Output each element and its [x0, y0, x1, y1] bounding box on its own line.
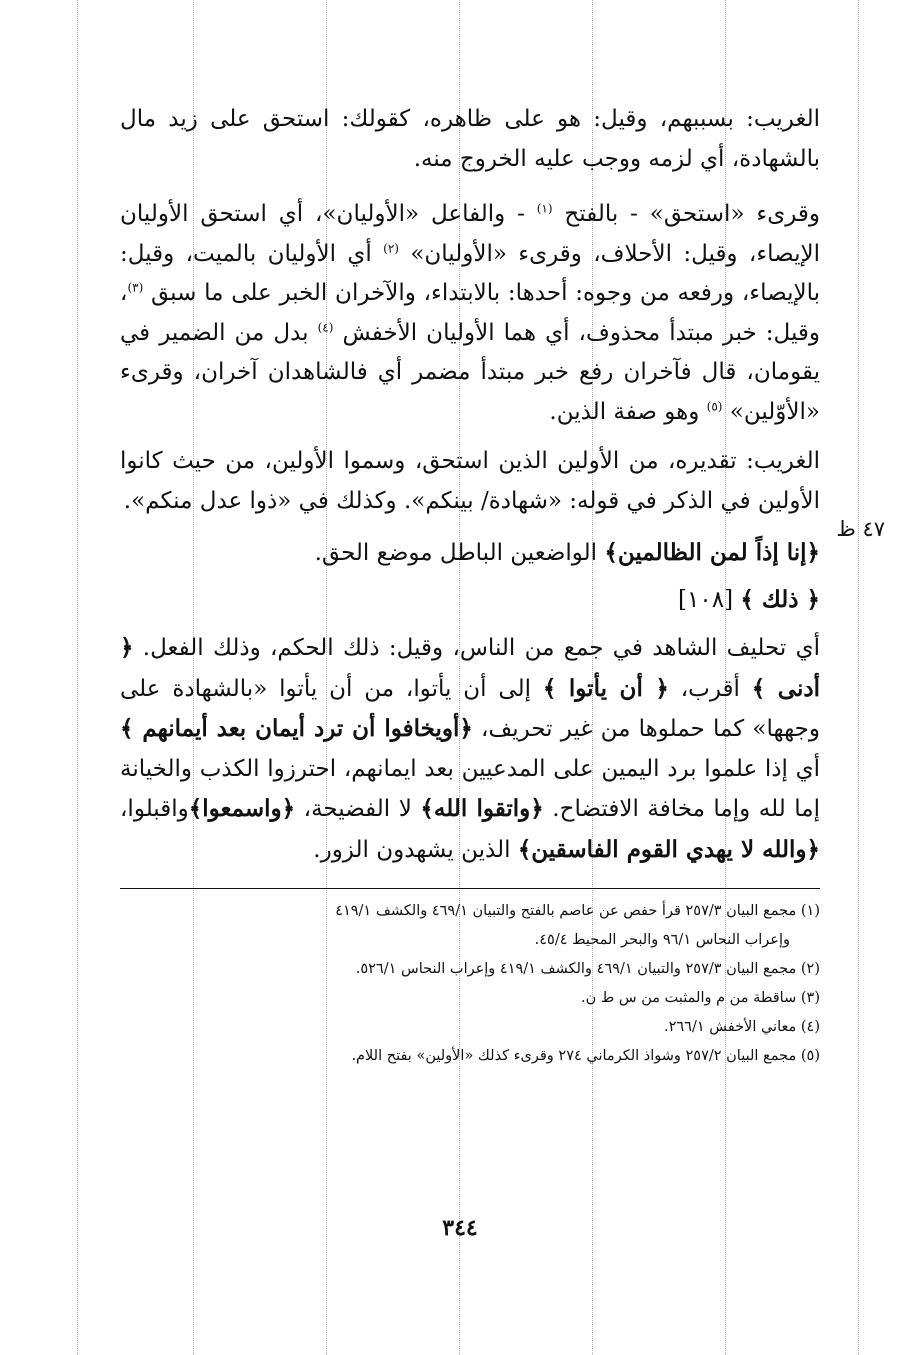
paragraph-text: لا الفضيحة،: [295, 796, 421, 822]
paragraph-text: إلى أن يأتوا، من أن يأتوا «بالشهادة على وجهها» كما حملوها من غير تحريف،: [120, 675, 820, 742]
paragraph-text: أي الأوليان بالميت، وقيل: بالإيصاء، ورفعه من وجوه: أحدها: بالابتداء، والآخران الخبر على ما سبق: [120, 240, 820, 306]
paragraph-text: أي إذا علموا برد اليمين على المدعيين بعد ايمانهم، احترزوا الكذب والخيانة إما لله وإما مخافة الافتضاح.: [120, 755, 820, 822]
footnotes: [120, 897, 820, 1071]
paragraph-text: واقبلوا،: [120, 796, 189, 822]
footnote-text: (٥) مجمع البيان ٢٥٧/٢ وشواذ الكرماني ٢٧٤ وقرىء كذلك «الأولين» بفتح اللام.: [351, 1048, 820, 1064]
paragraph-verse-heading: [120, 580, 820, 621]
paragraph-gharib-2: [120, 442, 820, 521]
footnote-5: [120, 1042, 820, 1071]
footnote-1-continuation: [120, 926, 820, 955]
footnote-text: وإعراب النحاس ٩٦/١ والبحر المحيط ٤٥/٤.: [534, 932, 790, 948]
paragraph-tafsir: [120, 628, 820, 870]
paragraph-text: أقرب،: [668, 675, 752, 702]
quran-quote: ﴿أويخافوا أن ترد أيمان بعد أيمانهم ﴾: [120, 715, 473, 742]
quran-quote: ﴿واتقوا الله﴾: [420, 795, 544, 822]
footnote-ref-3[interactable]: (٣): [127, 280, 144, 295]
paragraph-gharib-1: [120, 100, 820, 179]
quran-quote: ﴿والله لا يهدي القوم الفاسقين﴾: [517, 835, 820, 863]
paragraph-text: ، وقيل: خبر مبتدأ محذوف، أي هما الأوليان الأخفش: [120, 280, 820, 346]
footnote-ref-5[interactable]: (٥): [706, 398, 723, 413]
footnote-2: [120, 955, 820, 984]
paragraph-text: وهو صفة الذين.: [549, 398, 707, 425]
quran-quote: ﴿ أن يأتوا ﴾: [542, 674, 669, 702]
page-body: [120, 100, 820, 1071]
footnote-ref-4[interactable]: (٤): [317, 319, 334, 334]
verse-number: [١٠٨]: [678, 586, 741, 613]
quran-quote: ﴿واسمعوا﴾: [188, 795, 296, 822]
footnote-3: [120, 984, 820, 1013]
quran-quote: ﴿ أدنى ﴾: [120, 634, 821, 702]
page-number: ٣٤٤: [442, 1215, 478, 1241]
paragraph-text: أي تحليف الشاهد في جمع من الناس، وقيل: ذلك الحكم، وذلك الفعل.: [133, 635, 820, 661]
paragraph-text: الغريب: تقديره، من الأولين الذين استحق، وسموا الأولين، من حيث كانوا الأولين في الذكر في قوله: «شهادة/ بينكم». وكذلك في «ذوا عدل منكم».: [120, 448, 820, 514]
paragraph-text: الذين يشهدون الزور.: [313, 836, 518, 863]
footnote-4: [120, 1013, 820, 1042]
footnote-text: (٣) ساقطة من م والمثبت من س ط ن.: [581, 990, 820, 1006]
footnote-text: (٤) معاني الأخفش ٢٦٦/١.: [664, 1019, 820, 1035]
footnote-text: (٢) مجمع البيان ٢٥٧/٣ والتبيان ٤٦٩/١ والكشف ٤١٩/١ وإعراب النحاس ٥٢٦/١.: [355, 961, 820, 977]
quran-quote: ﴿إنا إذاً لمن الظالمين﴾: [604, 539, 820, 566]
paragraph-text: - والفاعل «الأوليان»، أي استحق الأوليان الإيصاء، وقيل: الأحلاف، وقرىء «الأوليان»: [120, 201, 820, 267]
dotted-guide-line: [858, 0, 859, 1355]
paragraph-zalimin: [120, 533, 820, 574]
footnote-ref-2[interactable]: (٢): [383, 240, 399, 255]
paragraph-text: وقرىء «استحق» - بالفتح: [552, 201, 820, 227]
footnote-divider: [120, 888, 820, 889]
footnote-ref-1[interactable]: (١): [536, 201, 553, 216]
paragraph-text: الغريب: بسببهم، وقيل: هو على ظاهره، كقولك: استحق على زيد مال بالشهادة، أي لزمه ووجب عليه الخروج منه.: [120, 106, 820, 172]
quran-quote: ﴿ ذلك ﴾: [740, 585, 820, 613]
dotted-guide-line: [77, 0, 78, 1355]
footnote-1: [120, 897, 820, 926]
paragraph-text: الواضعين الباطل موضع الحق.: [314, 540, 605, 566]
paragraph-text: بدل من الضمير في يقومان، قال فآخران رفع خبر مبتدأ مضمر أي فالشاهدان آخران، وقرىء «الأوّلين»: [120, 319, 820, 425]
manuscript-folio-marker: ٤٧ ظ: [836, 517, 885, 541]
paragraph-qiraat: [120, 195, 820, 432]
footnote-text: (١) مجمع البيان ٢٥٧/٣ قرأ حفص عن عاصم بالفتح والتبيان ٤٦٩/١ والكشف ٤١٩/١: [335, 903, 820, 919]
